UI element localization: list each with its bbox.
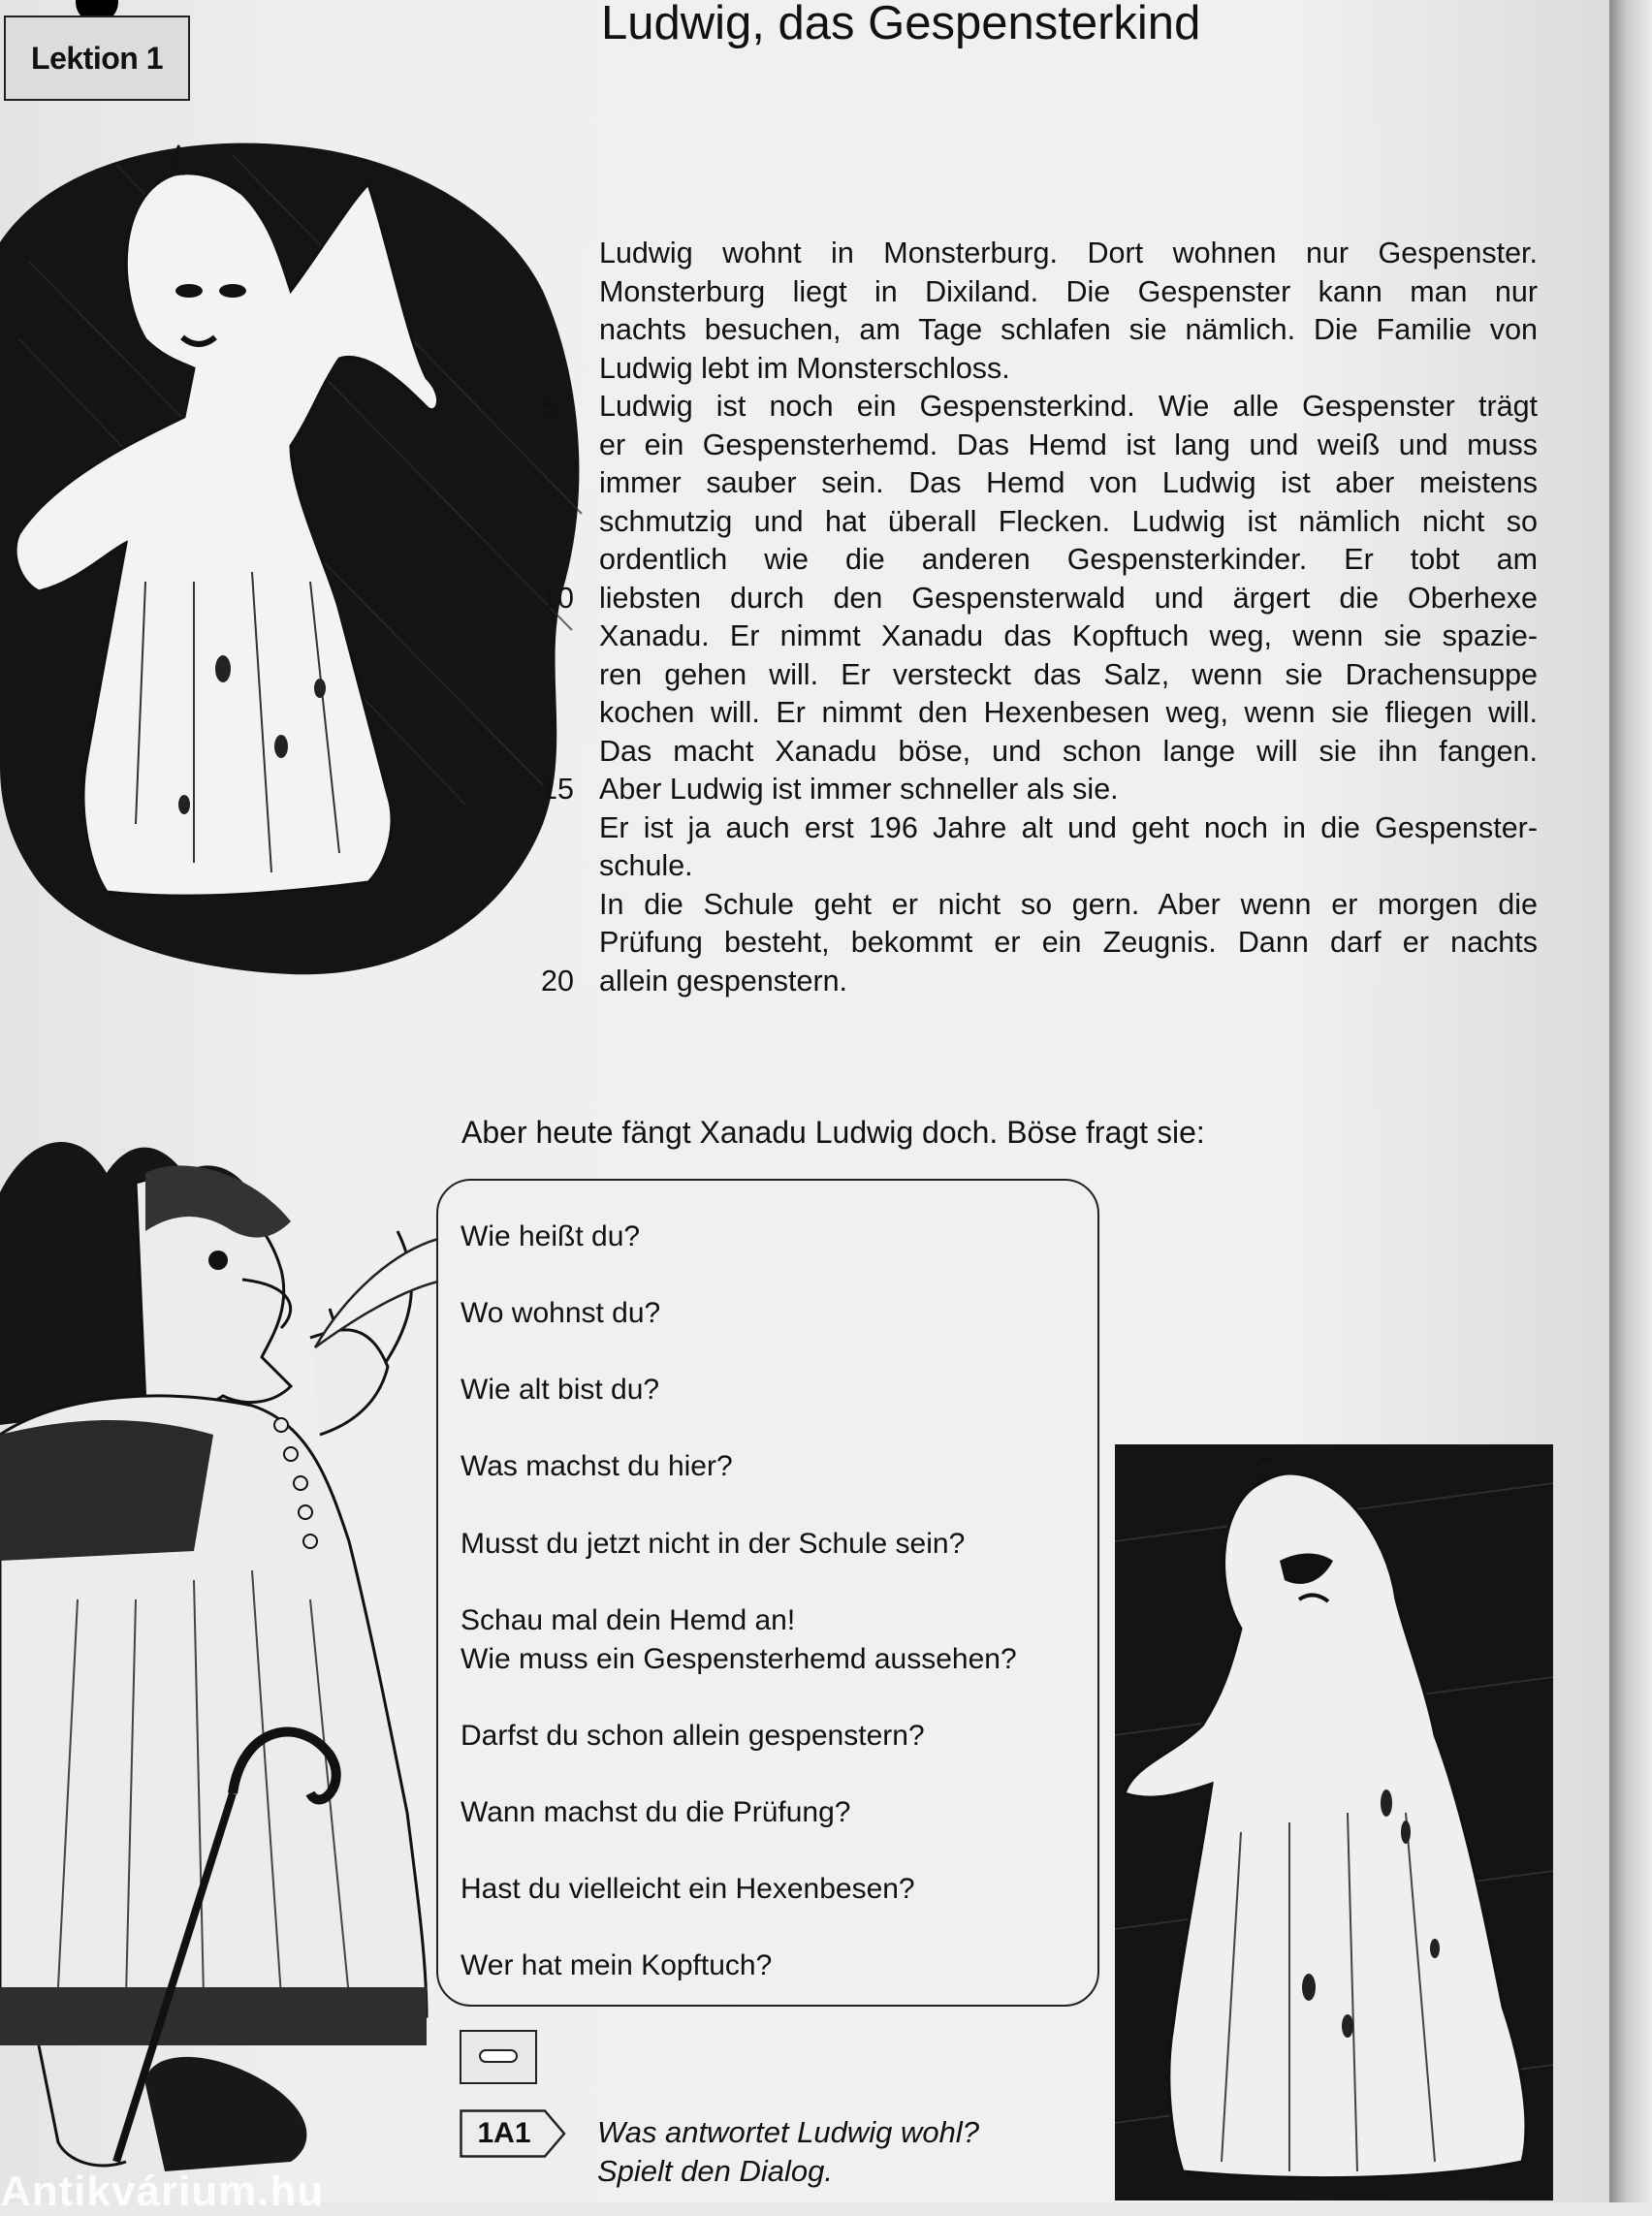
- question: Wie alt bist du?: [461, 1374, 660, 1406]
- question: Wann machst du die Prüfung?: [461, 1796, 851, 1828]
- ghost-illustration-bottom: [1115, 1444, 1553, 2200]
- question: Musst du jetzt nicht in der Schule sein?: [461, 1528, 966, 1560]
- story-line: Prüfung besteht, bekommt er ein Zeugnis. Dann darf er nachts: [599, 926, 1538, 959]
- story-line: Xanadu. Er nimmt Xanadu das Kopftuch weg, wenn sie spazie-: [599, 619, 1538, 652]
- story-line: 5 Ludwig ist noch ein Gespensterkind. Wie alle Gespenster trägt: [541, 390, 1538, 423]
- story-line: kochen will. Er nimmt den Hexenbesen weg, wenn sie fliegen will.: [599, 696, 1538, 729]
- question: Wie heißt du?: [461, 1220, 641, 1252]
- question: Wer hat mein Kopftuch?: [461, 1949, 773, 1981]
- question: Darfst du schon allein gespenstern?: [461, 1720, 925, 1752]
- story-text: [541, 235, 1538, 1000]
- story-line: 20 allein gespenstern.: [541, 964, 848, 997]
- watermark: Antikvárium.hu: [0, 2168, 325, 2215]
- story-line: Ludwig wohnt in Monsterburg. Dort wohnen nur Gespenster.: [599, 237, 1538, 269]
- story-line: Er ist ja auch erst 196 Jahre alt und geht noch in die Gespenster-: [599, 810, 1538, 844]
- story-line: 10 liebsten durch den Gespensterwald und ärgert die Oberhexe: [541, 581, 1538, 615]
- page-edge: [1609, 0, 1652, 2202]
- story-line: schule.: [599, 849, 693, 882]
- dialog-intro: Aber heute fängt Xanadu Ludwig doch. Böse fragt sie:: [461, 1115, 1205, 1150]
- speech-bubble-tail: [310, 1231, 446, 1357]
- ghost-illustration-top: [0, 126, 591, 979]
- lesson-label: Lektion 1: [4, 16, 190, 101]
- question: Hast du vielleicht ein Hexenbesen?: [461, 1873, 915, 1905]
- cassette-icon: [460, 2030, 537, 2084]
- story-line: ordentlich wie die anderen Gespensterkinder. Er tobt am: [599, 543, 1538, 576]
- story-line: Monsterburg liegt in Dixiland. Die Gespenster kann man nur: [599, 274, 1538, 308]
- story-line: nachts besuchen, am Tage schlafen sie nämlich. Die Familie von: [599, 313, 1538, 346]
- exercise-badge: [460, 2109, 566, 2158]
- exercise-line-2: Spielt den Dialog.: [597, 2154, 833, 2188]
- story-line: immer sauber sein. Das Hemd von Ludwig ist aber meistens: [599, 466, 1538, 499]
- story-line: er ein Gespensterhemd. Das Hemd ist lang und weiß und muss: [599, 427, 1538, 461]
- story-line: ren gehen will. Er versteckt das Salz, wenn sie Drachensuppe: [599, 657, 1538, 691]
- exercise-code: 1A1: [477, 2117, 531, 2149]
- question: Was machst du hier?: [461, 1450, 733, 1482]
- story-line: Ludwig lebt im Monsterschloss.: [599, 351, 1010, 385]
- story-line: In die Schule geht er nicht so gern. Aber wenn er morgen die: [599, 887, 1538, 921]
- story-line: 15 Aber Ludwig ist immer schneller als sie.: [541, 773, 1119, 806]
- exercise-instruction: [597, 2113, 979, 2191]
- story-line: schmutzig und hat überall Flecken. Ludwig ist nämlich nicht so: [599, 504, 1538, 538]
- story-line: Das macht Xanadu böse, und schon lange will sie ihn fangen.: [599, 734, 1538, 768]
- question: Schau mal dein Hemd an!: [461, 1604, 796, 1636]
- exercise-line-1: Was antwortet Ludwig wohl?: [597, 2115, 980, 2149]
- question: Wo wohnst du?: [461, 1297, 661, 1329]
- question: Wie muss ein Gespensterhemd aussehen?: [461, 1643, 1017, 1675]
- page-title: Ludwig, das Gespensterkind: [601, 0, 1201, 49]
